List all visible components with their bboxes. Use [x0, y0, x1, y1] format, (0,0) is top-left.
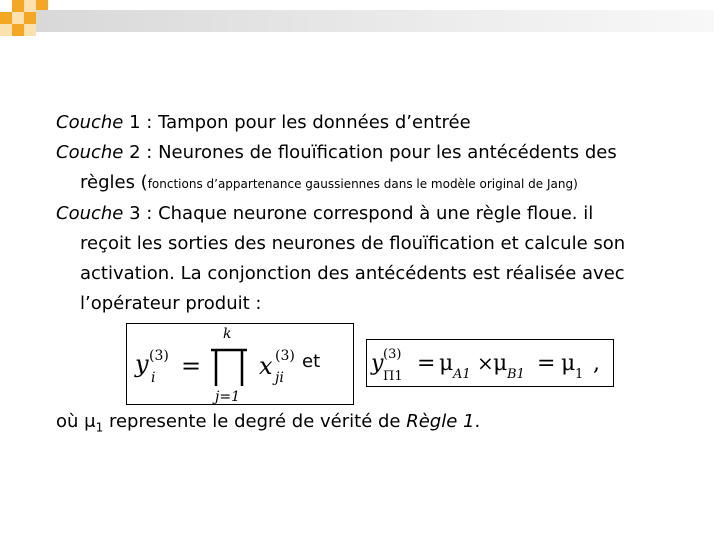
- formula-symbol: μ: [493, 351, 508, 376]
- formula-subscript: 1: [575, 367, 584, 382]
- layer1-line: [56, 108, 696, 138]
- formula-equals: =: [181, 352, 202, 380]
- product-sign: [211, 350, 247, 386]
- formula-symbol: μ: [439, 351, 454, 376]
- layer3-line: [56, 199, 696, 229]
- layer3-cont1: reçoit les sorties des neurones de flouïfication et calcule son: [80, 233, 626, 254]
- layer3-cont2: activation. La conjonction des antécédents est réalisée avec: [80, 263, 625, 284]
- layer-label: Couche: [56, 142, 124, 163]
- formula-symbol: x: [259, 352, 273, 380]
- layer-label: Couche: [56, 112, 124, 133]
- product-upper-limit: k: [223, 326, 232, 342]
- formula-subscript: A1: [453, 367, 471, 382]
- rule-name: Règle 1: [406, 411, 475, 432]
- formula-superscript: (3): [149, 348, 169, 364]
- layer-label: Couche: [56, 203, 124, 224]
- formula-symbol: y: [371, 351, 384, 376]
- deco-square: [0, 24, 12, 36]
- formula-connector: et: [302, 351, 321, 372]
- footer-end: .: [474, 411, 481, 432]
- formula-subscript: ji: [275, 370, 284, 386]
- formula-times: ×: [477, 351, 494, 375]
- layer2-cont: [56, 168, 696, 199]
- formula-row: [56, 319, 696, 407]
- layer-number: 1: [129, 112, 141, 133]
- formula-equals: =: [537, 351, 556, 376]
- product-lower-limit: j=1: [215, 389, 240, 404]
- layer2-small-text: fonctions d’appartenance gaussiennes dans le modèle original de Jang): [147, 177, 578, 191]
- deco-square: [24, 24, 36, 36]
- header-bar: [36, 10, 714, 32]
- formula-superscript: (3): [383, 347, 402, 362]
- formula-equals: =: [417, 351, 436, 376]
- formula-subscript: Π1: [383, 369, 403, 384]
- deco-square: [12, 24, 24, 36]
- layer-number: 2: [129, 142, 141, 163]
- formula-subscript: i: [151, 370, 156, 386]
- footer-text: represente le degré de vérité de: [103, 411, 407, 432]
- layer-number: 3: [129, 203, 141, 224]
- deco-square: [12, 0, 24, 12]
- deco-square: [0, 12, 12, 24]
- layer2-line: [56, 138, 696, 168]
- formula-symbol: μ: [561, 351, 576, 376]
- mu-symbol: μ: [84, 411, 96, 432]
- formula-comma: ,: [593, 351, 600, 376]
- mu-formula-svg: [367, 340, 613, 386]
- layer2-text: : Neurones de flouïfication pour les antécédents des: [140, 142, 617, 163]
- deco-square: [12, 12, 24, 24]
- formula-symbol: y: [135, 350, 149, 378]
- footer-prefix: où: [56, 411, 85, 432]
- slide-body: [56, 108, 696, 443]
- mu-subscript: 1: [95, 420, 104, 435]
- footer-line: [56, 407, 696, 443]
- formula-subscript: B1: [507, 367, 525, 382]
- layer2-cont-text: règles (: [80, 172, 148, 193]
- deco-square: [24, 0, 36, 12]
- mu-formula: [366, 339, 614, 387]
- formula-superscript: (3): [275, 348, 295, 364]
- layer1-text: : Tampon pour les données d’entrée: [140, 112, 471, 133]
- layer3-text: : Chaque neurone correspond à une règle floue. il: [140, 203, 594, 224]
- layer3-cont3: l’opérateur produit :: [80, 293, 262, 314]
- deco-square: [24, 12, 36, 24]
